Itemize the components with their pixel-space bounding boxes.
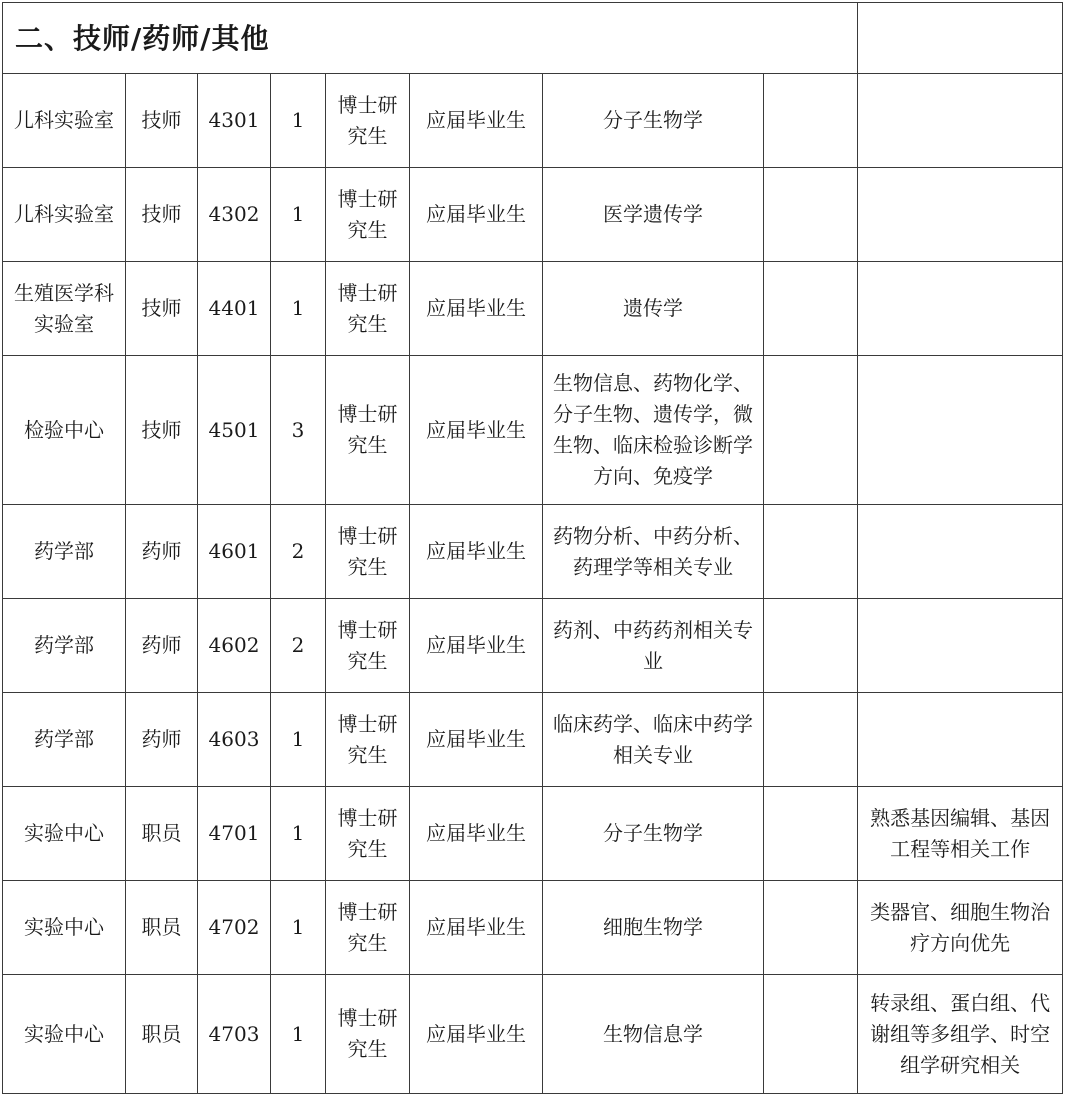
degree-cell: 博士研究生 <box>326 787 410 881</box>
table-row <box>3 168 1063 262</box>
headcount-cell: 1 <box>271 787 326 881</box>
post-code-cell: 4301 <box>198 74 271 168</box>
table-row <box>3 693 1063 787</box>
note-cell <box>858 505 1063 599</box>
table-row <box>3 356 1063 505</box>
section-header-empty-cell <box>858 3 1063 74</box>
post-code-cell: 4501 <box>198 356 271 505</box>
post-code-cell: 4601 <box>198 505 271 599</box>
headcount-cell: 1 <box>271 74 326 168</box>
source-cell: 应届毕业生 <box>410 975 543 1094</box>
major-cell: 医学遗传学 <box>543 168 764 262</box>
note-cell <box>858 168 1063 262</box>
recruitment-table-wrapper <box>2 2 1062 1094</box>
post-code-cell: 4602 <box>198 599 271 693</box>
degree-cell: 博士研究生 <box>326 505 410 599</box>
headcount-cell: 1 <box>271 693 326 787</box>
department-cell: 儿科实验室 <box>3 168 126 262</box>
source-cell: 应届毕业生 <box>410 505 543 599</box>
note-cell: 转录组、蛋白组、代谢组等多组学、时空组学研究相关 <box>858 975 1063 1094</box>
major-cell: 分子生物学 <box>543 74 764 168</box>
post-cell: 药师 <box>126 693 198 787</box>
major-cell: 生物信息、药物化学、分子生物、遗传学，微生物、临床检验诊断学方向、免疫学 <box>543 356 764 505</box>
blank-cell <box>764 787 858 881</box>
degree-cell: 博士研究生 <box>326 168 410 262</box>
post-code-cell: 4603 <box>198 693 271 787</box>
headcount-cell: 3 <box>271 356 326 505</box>
source-cell: 应届毕业生 <box>410 168 543 262</box>
headcount-cell: 1 <box>271 975 326 1094</box>
post-cell: 技师 <box>126 168 198 262</box>
table-row <box>3 881 1063 975</box>
blank-cell <box>764 168 858 262</box>
blank-cell <box>764 74 858 168</box>
department-cell: 生殖医学科实验室 <box>3 262 126 356</box>
major-cell: 临床药学、临床中药学相关专业 <box>543 693 764 787</box>
department-cell: 儿科实验室 <box>3 74 126 168</box>
source-cell: 应届毕业生 <box>410 74 543 168</box>
degree-cell: 博士研究生 <box>326 693 410 787</box>
headcount-cell: 1 <box>271 262 326 356</box>
table-row <box>3 74 1063 168</box>
blank-cell <box>764 356 858 505</box>
post-code-cell: 4703 <box>198 975 271 1094</box>
source-cell: 应届毕业生 <box>410 599 543 693</box>
blank-cell <box>764 599 858 693</box>
department-cell: 实验中心 <box>3 787 126 881</box>
source-cell: 应届毕业生 <box>410 356 543 505</box>
table-row <box>3 262 1063 356</box>
headcount-cell: 2 <box>271 505 326 599</box>
note-cell <box>858 693 1063 787</box>
major-cell: 遗传学 <box>543 262 764 356</box>
source-cell: 应届毕业生 <box>410 787 543 881</box>
degree-cell: 博士研究生 <box>326 881 410 975</box>
major-cell: 药物分析、中药分析、药理学等相关专业 <box>543 505 764 599</box>
note-cell <box>858 356 1063 505</box>
degree-cell: 博士研究生 <box>326 74 410 168</box>
major-cell: 分子生物学 <box>543 787 764 881</box>
degree-cell: 博士研究生 <box>326 262 410 356</box>
department-cell: 药学部 <box>3 599 126 693</box>
department-cell: 检验中心 <box>3 356 126 505</box>
post-cell: 药师 <box>126 505 198 599</box>
table-row <box>3 975 1063 1094</box>
headcount-cell: 1 <box>271 881 326 975</box>
major-cell: 细胞生物学 <box>543 881 764 975</box>
note-cell <box>858 599 1063 693</box>
source-cell: 应届毕业生 <box>410 881 543 975</box>
headcount-cell: 1 <box>271 168 326 262</box>
note-cell: 类器官、细胞生物治疗方向优先 <box>858 881 1063 975</box>
note-cell <box>858 262 1063 356</box>
section-header-row <box>3 3 1063 74</box>
blank-cell <box>764 881 858 975</box>
post-cell: 职员 <box>126 881 198 975</box>
department-cell: 实验中心 <box>3 975 126 1094</box>
department-cell: 实验中心 <box>3 881 126 975</box>
recruitment-table <box>2 2 1063 1094</box>
department-cell: 药学部 <box>3 505 126 599</box>
table-row <box>3 505 1063 599</box>
blank-cell <box>764 975 858 1094</box>
post-cell: 技师 <box>126 74 198 168</box>
major-cell: 药剂、中药药剂相关专业 <box>543 599 764 693</box>
table-row <box>3 787 1063 881</box>
degree-cell: 博士研究生 <box>326 975 410 1094</box>
degree-cell: 博士研究生 <box>326 599 410 693</box>
table-row <box>3 599 1063 693</box>
post-cell: 技师 <box>126 262 198 356</box>
blank-cell <box>764 262 858 356</box>
post-code-cell: 4702 <box>198 881 271 975</box>
post-cell: 技师 <box>126 356 198 505</box>
headcount-cell: 2 <box>271 599 326 693</box>
post-cell: 职员 <box>126 787 198 881</box>
post-code-cell: 4401 <box>198 262 271 356</box>
source-cell: 应届毕业生 <box>410 693 543 787</box>
blank-cell <box>764 505 858 599</box>
source-cell: 应届毕业生 <box>410 262 543 356</box>
department-cell: 药学部 <box>3 693 126 787</box>
post-cell: 药师 <box>126 599 198 693</box>
post-code-cell: 4302 <box>198 168 271 262</box>
degree-cell: 博士研究生 <box>326 356 410 505</box>
section-title: 二、技师/药师/其他 <box>3 3 858 74</box>
major-cell: 生物信息学 <box>543 975 764 1094</box>
post-cell: 职员 <box>126 975 198 1094</box>
post-code-cell: 4701 <box>198 787 271 881</box>
blank-cell <box>764 693 858 787</box>
note-cell: 熟悉基因编辑、基因工程等相关工作 <box>858 787 1063 881</box>
note-cell <box>858 74 1063 168</box>
